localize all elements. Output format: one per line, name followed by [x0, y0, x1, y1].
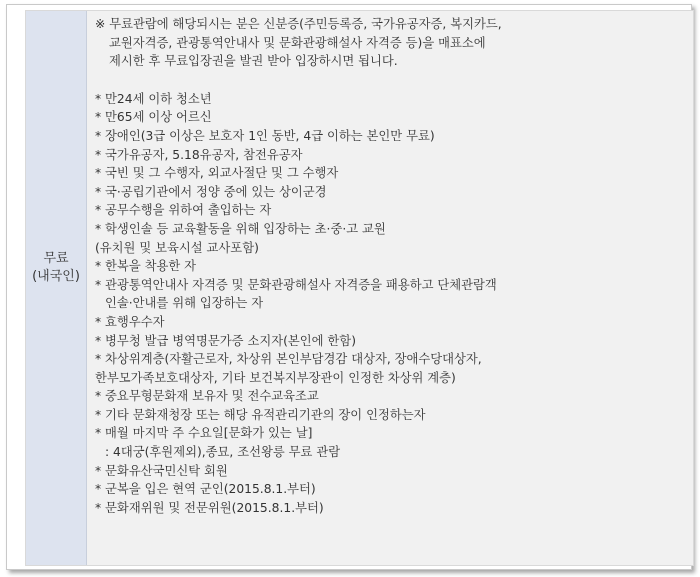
- eligibility-item: * 효행우수자: [95, 314, 165, 329]
- eligibility-item: * 국·공립기관에서 정양 중에 있는 상이군경: [95, 184, 327, 199]
- category-label-domestic: (내국인): [32, 269, 80, 284]
- eligibility-item-continuation: 한부모가족보호대상자, 기타 보건복지부장관이 인정한 차상위 계층): [95, 370, 456, 385]
- eligibility-item: * 중요무형문화재 보유자 및 전수교육조교: [95, 389, 319, 404]
- spacer: [95, 71, 693, 90]
- eligibility-item: * 국빈 및 그 수행자, 외교사절단 및 그 수행자: [95, 166, 339, 181]
- notice-line: ※ 무료관람에 해당되시는 분은 신분증(주민등록증, 국가유공자증, 복지카드,: [95, 17, 502, 31]
- eligibility-item: * 공무수행을 위하여 출입하는 자: [95, 203, 272, 218]
- eligibility-item-continuation: : 4대궁(후원제외),종묘, 조선왕릉 무료 관람: [105, 445, 341, 460]
- eligibility-item: * 만24세 이하 청소년: [95, 91, 212, 106]
- eligibility-item-continuation: 인솔·안내를 위해 입장하는 자: [105, 296, 264, 311]
- eligibility-item: * 차상위계층(자활근로자, 차상위 본인부담경감 대상자, 장애수당대상자,: [95, 352, 482, 367]
- eligibility-item: * 문화재위원 및 전문위원(2015.8.1.부터): [95, 500, 324, 515]
- eligibility-item: * 한복을 착용한 자: [95, 259, 197, 274]
- eligibility-item: * 문화유산국민신탁 회원: [95, 463, 228, 478]
- notice-line: 교원자격증, 관광통역안내사 및 문화관광해설사 자격증 등)을 매표소에: [109, 35, 486, 50]
- eligibility-item: * 매월 마지막 주 수요일[문화가 있는 날]: [95, 426, 313, 441]
- eligibility-item: * 군복을 입은 현역 군인(2015.8.1.부터): [95, 482, 316, 497]
- fee-table-row: [25, 10, 694, 566]
- eligibility-item: * 국가유공자, 5.18유공자, 참전유공자: [95, 147, 303, 162]
- eligibility-item: * 기타 문화재청장 또는 해당 유적관리기관의 장이 인정하는자: [95, 407, 426, 422]
- eligibility-item: * 학생인솔 등 교육활동을 위해 입장하는 초·중·고 교원: [95, 221, 386, 236]
- eligibility-item: * 병무청 발급 병역명문가증 소지자(본인에 한함): [95, 333, 356, 348]
- eligibility-item: * 관광통역안내사 자격증 및 문화관광해설사 자격증을 패용하고 단체관람객: [95, 277, 497, 292]
- eligibility-content-cell: [87, 11, 693, 565]
- notice-line: 제시한 후 무료입장권을 발권 받아 입장하시면 됩니다.: [109, 54, 398, 69]
- eligibility-item: * 장애인(3급 이상은 보호자 1인 동반, 4급 이하는 본인만 무료): [95, 128, 435, 143]
- category-label-cell: [26, 11, 87, 565]
- category-label-free: 무료: [43, 251, 69, 266]
- eligibility-item-continuation: (유치원 및 보육시설 교사포함): [95, 240, 259, 255]
- document-frame: [6, 4, 692, 570]
- eligibility-item: * 만65세 이상 어르신: [95, 110, 212, 125]
